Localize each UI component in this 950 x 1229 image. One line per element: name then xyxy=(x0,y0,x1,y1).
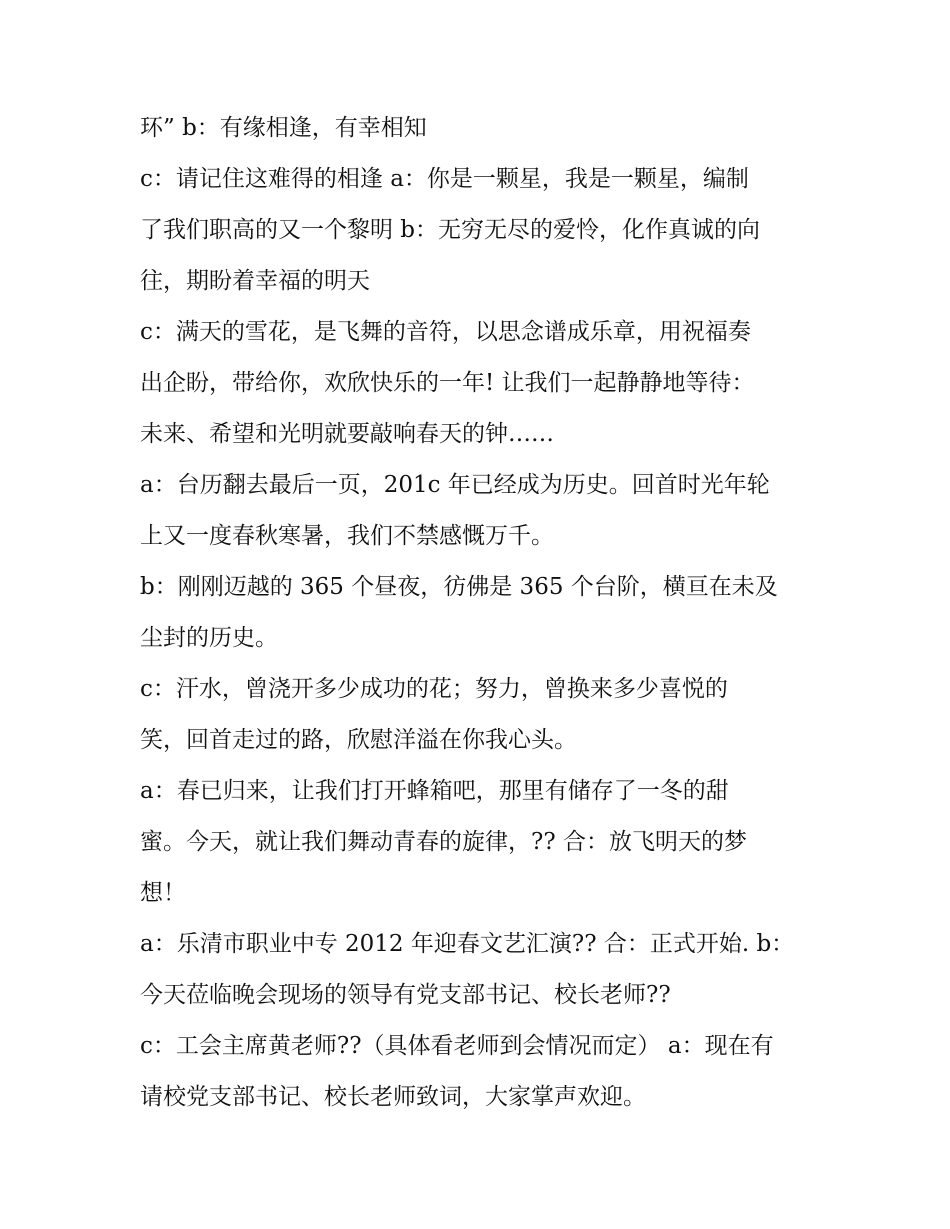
text-line: a：春已归来，让我们打开蜂箱吧，那里有储存了一冬的甜 xyxy=(140,778,729,804)
text-line: 尘封的历史。 xyxy=(140,625,278,651)
text-line: 请校党支部书记、校长老师致词，大家掌声欢迎。 xyxy=(140,1084,646,1110)
script-text-body xyxy=(140,103,840,1123)
text-line: b：刚刚迈越的 365 个昼夜，彷佛是 365 个台阶，横亘在未及 xyxy=(140,574,778,600)
text-line: a：台历翻去最后一页，201c 年已经成为历史。回首时光年轮 xyxy=(140,472,770,498)
text-line: c：工会主席黄老师??（具体看老师到会情况而定） a：现在有 xyxy=(140,1033,774,1059)
text-line: 往，期盼着幸福的明天 xyxy=(140,268,370,294)
text-line: 未来、希望和光明就要敲响春天的钟…… xyxy=(140,421,554,447)
text-line: a：乐清市职业中专 2012 年迎春文艺汇演?? 合：正式开始. b： xyxy=(140,931,795,957)
text-line: 环” b：有缘相逢，有幸相知 xyxy=(140,115,427,141)
text-line: 想！ xyxy=(140,880,186,906)
text-line: c：汗水，曾浇开多少成功的花；努力，曾换来多少喜悦的 xyxy=(140,676,728,702)
text-line: 出企盼，带给你，欢欣快乐的一年! 让我们一起静静地等待： xyxy=(140,370,755,396)
text-line: 了我们职高的又一个黎明 b：无穷无尽的爱怜，化作真诚的向 xyxy=(140,217,761,243)
text-line: 蜜。今天，就让我们舞动青春的旋律，?? 合：放飞明天的梦 xyxy=(140,829,747,855)
text-line: c：满天的雪花，是飞舞的音符，以思念谱成乐章，用祝福奏 xyxy=(140,319,751,345)
text-line: c：请记住这难得的相逢 a：你是一颗星，我是一颗星，编制 xyxy=(140,166,749,192)
text-line: 今天莅临晚会现场的领导有党支部书记、校长老师?? xyxy=(140,982,671,1008)
text-line: 上又一度春秋寒暑，我们不禁感慨万千。 xyxy=(140,523,554,549)
text-line: 笑，回首走过的路，欣慰洋溢在你我心头。 xyxy=(140,727,577,753)
